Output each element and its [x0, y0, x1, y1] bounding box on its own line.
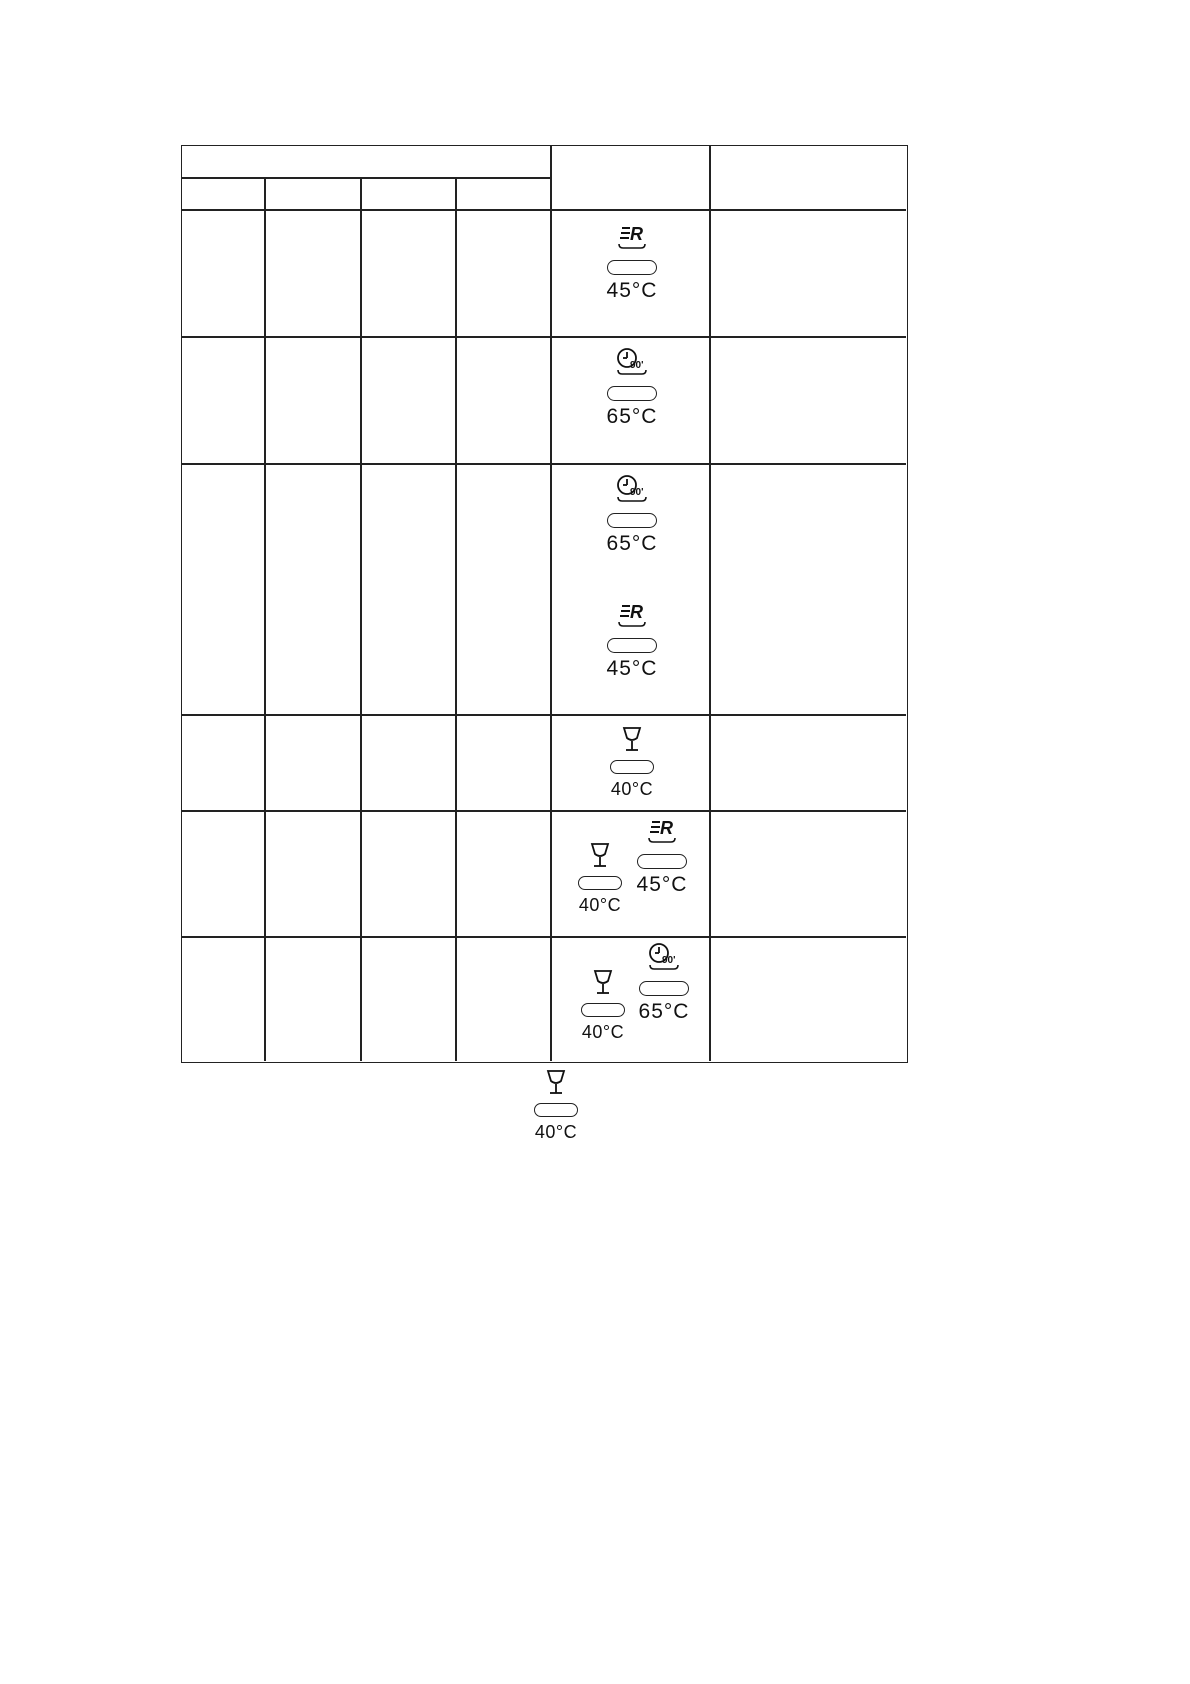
svg-text:R: R: [630, 224, 643, 244]
svg-text:R: R: [630, 602, 643, 622]
svg-text:R: R: [660, 818, 673, 838]
program-quick: [624, 939, 704, 1023]
glass-button: [581, 1003, 625, 1017]
quick-button: [607, 513, 657, 528]
program-quick: [582, 471, 682, 555]
temperature-label: 40°C: [578, 895, 622, 915]
glass-icon: [620, 720, 644, 754]
temperature-label: 40°C: [534, 1122, 578, 1142]
glass-icon: [544, 1063, 568, 1097]
glass-icon: [588, 836, 612, 870]
row-divider: [182, 336, 906, 338]
column-divider: [455, 177, 457, 1061]
row-divider: [182, 810, 906, 812]
quick-button: [607, 386, 657, 401]
temperature-label: 65°C: [606, 532, 658, 555]
temperature-label: 65°C: [606, 405, 658, 428]
rinse-button: [607, 638, 657, 653]
row-divider: [182, 936, 906, 938]
program-glass: [582, 720, 682, 800]
rinse-icon: [645, 812, 679, 846]
quick-90-icon: [612, 344, 652, 378]
program-rinse: [622, 812, 702, 896]
column-divider: [709, 146, 711, 1061]
rinse-button: [607, 260, 657, 275]
footer-program-glass: [521, 1063, 591, 1143]
header-bottom-line: [182, 209, 906, 211]
svg-text:90': 90': [630, 360, 644, 371]
program-quick: [582, 344, 682, 428]
temperature-label: 40°C: [581, 1022, 625, 1042]
rinse-icon: [615, 596, 649, 630]
temperature-label: 45°C: [606, 657, 658, 680]
temperature-label: 45°C: [636, 873, 688, 896]
header-subdivider: [182, 177, 550, 179]
glass-button: [610, 760, 654, 774]
temperature-label: 40°C: [610, 779, 654, 799]
rinse-icon: [615, 218, 649, 252]
row-divider: [182, 714, 906, 716]
temperature-label: 65°C: [638, 1000, 690, 1023]
glass-button: [534, 1103, 578, 1117]
rinse-button: [637, 854, 687, 869]
column-divider: [550, 146, 552, 1061]
svg-text:90': 90': [630, 487, 644, 498]
glass-icon: [591, 963, 615, 997]
temperature-label: 45°C: [606, 279, 658, 302]
quick-90-icon: [644, 939, 684, 973]
row-divider: [182, 463, 906, 465]
program-table: [181, 145, 908, 1063]
column-divider: [264, 177, 266, 1061]
program-rinse: [582, 218, 682, 302]
glass-button: [578, 876, 622, 890]
svg-text:90': 90': [662, 955, 676, 966]
program-rinse: [582, 596, 682, 680]
quick-90-icon: [612, 471, 652, 505]
column-divider: [360, 177, 362, 1061]
quick-button: [639, 981, 689, 996]
